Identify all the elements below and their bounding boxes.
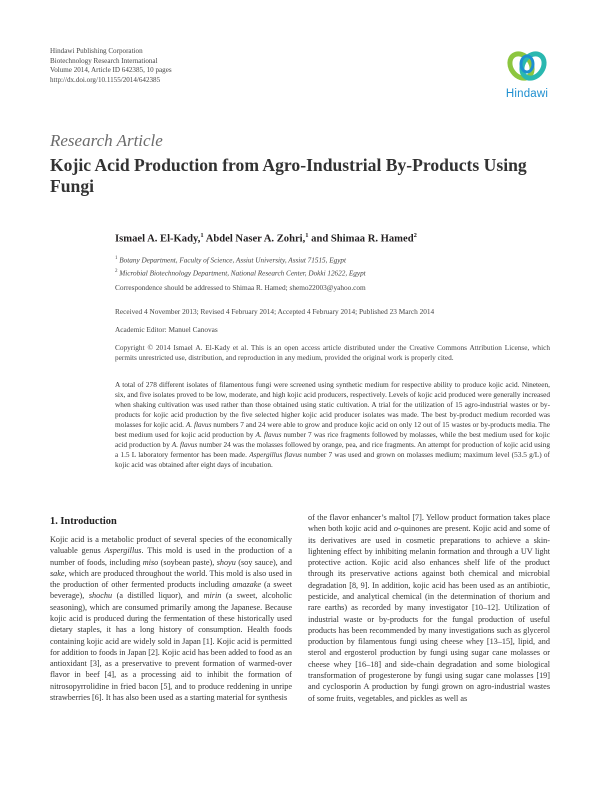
text-run: (soy sauce), and	[235, 557, 292, 567]
text-run: Kojic acid is a metabolic product of several species of the economically valuable genus	[50, 535, 292, 556]
italic-text-run: amazake	[232, 580, 261, 590]
publisher-info	[50, 47, 172, 85]
italic-text-run: A. flavus	[185, 420, 212, 430]
text-run: of the flavor enhancer’s maltol [7]. Yellow product formation takes place when both kojic acid and	[308, 513, 550, 534]
italic-text-run: A. flavus	[255, 430, 282, 440]
logo-wordmark: Hindawi	[505, 88, 549, 100]
affiliation-text: Botany Department, Faculty of Science, Assiut University, Assiut 71515, Egypt	[119, 256, 346, 265]
volume-info: Volume 2014, Article ID 642385, 10 pages	[50, 66, 172, 75]
text-run: . This mold is used in the production of a number of foods, including	[50, 546, 292, 567]
affiliation	[115, 266, 366, 279]
affiliation	[115, 253, 366, 266]
italic-text-run: sake	[50, 568, 65, 578]
author-affiliation-mark: 1	[305, 232, 309, 239]
publisher-line: Hindawi Publishing Corporation	[50, 47, 143, 55]
affiliation-mark: 2	[115, 269, 118, 275]
text-run: (a sweet, alcoholic seasoning), which are consumed primarily among the Japanese. Because kojic acid is produced during the fermentation of these historically used dietary staples, it has a long history of consumption. Health foods containing kojic acid are widely sold in Japan [1]. Kojic acid is permitted for addition to foods in Japan [2]. Kojic acid has been added to food as an antioxidant [3], as a preservative to prevent formation of warmed-over flavor in beef [4], as a processing aid to inhibit the formation of nitrosopyrrolidine in fried bacon [5], and to produce reddening in unripe strawberries [6]. It has also been used as a starting material for synthesis	[50, 591, 292, 702]
italic-text-run: o	[393, 524, 398, 534]
body-paragraph	[50, 534, 292, 703]
body-column-left	[50, 534, 292, 703]
author-affiliation-mark: 2	[413, 232, 417, 239]
author-name: and Shimaa R. Hamed	[311, 233, 414, 245]
article-type: Research Article	[50, 131, 163, 150]
text-run: number 7 was used and grown on molasses medium; maximum level (53.5 g/L) of kojic acid was obtained after eight days of incubation.	[115, 450, 550, 470]
body-paragraph	[308, 512, 550, 704]
author-name: Ismael A. El-Kady,	[115, 233, 201, 245]
text-run: number 24 was the molasses followed by orange, pea, and rice fragments. An attempt for production of kojic acid using a 1.5 L laboratory fermentor has been made.	[115, 440, 550, 460]
doi-link[interactable]: http://dx.doi.org/10.1155/2014/642385	[50, 75, 161, 84]
abstract	[115, 380, 550, 470]
body-column-right	[308, 512, 550, 704]
text-run: number 7 was rice fragments followed by molasses, while the best medium used for kojic acid production by	[115, 430, 551, 450]
author-affiliation-mark: 1	[200, 232, 204, 239]
text-run: A total of 278 different isolates of filamentous fungi were screened using synthetic medium for respective ability to produce kojic acid. Nineteen, six, and five isolates proved to be low, moderate, and high kojic acid producers, respectively. Levels of kojic acid produced were generally increased when shaking cultivation was used rather than those obtained using static cultivation. A trial for the utilization of 15 agro-industrial wastes or by-products for kojic acid production by the five selected higher kojic acid producer isolates was made. The best by-product medium recorded was molasses for kojic acid.	[115, 380, 550, 430]
copyright-notice: Copyright © 2014 Ismael A. El-Kady et al. This is an open access article distributed under the Creative Commons Attribution License, which permits unrestricted use, distribution, and reproduction in any medium, provided the original work is properly cited.	[115, 343, 550, 362]
journal-name: Biotechnology Research International	[50, 56, 158, 65]
text-run: -quinones are present. Kojic acid and some of its derivatives are used in cosmetic preparations to achieve a skin-lightening effect by inhibiting melanin formation and through a UV light protective action. Kojic acid also enhances shelf life of the product through its preservative actions against both chemical and microbial degradation [8, 9]. In addition, kojic acid has been used as an antibiotic, pesticide, and analytical chemical (in the determination of thorium and rare earths) as recorded by many investigator [10–12]. Utilization of industrial waste or by-products for the fungal production of useful products has been recommended by many investigations such as glycerol production by filamentous fungi using cheese whey [13–15], lipid, and sterol and ergosterol production by fungi using sugar cane molasses or cheese whey [16–18] and side-chain degradation and some biological transformation of progesterone by fungi using sugar cane molasses [19] and cyclosporin A production by fungi grown on agro-industrial wastes of some fruits, vegetables, and pickles as well as	[308, 524, 550, 703]
academic-editor: Academic Editor: Manuel Canovas	[115, 325, 218, 334]
italic-text-run: Aspergillus flavus	[249, 450, 302, 460]
text-run: (soybean paste),	[158, 557, 217, 567]
text-run: (a distilled liquor), and	[112, 591, 204, 601]
affiliations	[115, 253, 366, 280]
publication-dates: Received 4 November 2013; Revised 4 February 2014; Accepted 4 February 2014; Published 23 March 2014	[115, 307, 435, 316]
italic-text-run: mirin	[203, 591, 222, 601]
paper-title: Kojic Acid Production from Agro-Industrial By-Products Using Fungi	[50, 155, 527, 196]
section-heading: 1. Introduction	[50, 516, 117, 527]
hindawi-logo	[495, 48, 559, 110]
hindawi-logo-icon	[507, 48, 547, 84]
text-run: (a sweet beverage),	[50, 580, 292, 601]
italic-text-run: shoyu	[216, 557, 236, 567]
affiliation-text: Microbial Biotechnology Department, National Research Center, Dokki 12622, Egypt	[119, 269, 366, 278]
author-list	[115, 232, 417, 245]
italic-text-run: A. flavus	[171, 440, 198, 450]
correspondence: Correspondence should be addressed to Shimaa R. Hamed; shemo22003@yahoo.com	[115, 283, 366, 292]
affiliation-mark: 1	[115, 256, 118, 261]
italic-text-run: shochu	[88, 591, 113, 601]
italic-text-run: miso	[142, 557, 159, 567]
text-run: , which are produced throughout the world. This mold is also used in the production of other fermented products including	[50, 568, 292, 590]
author-name: Abdel Naser A. Zohri,	[205, 233, 306, 245]
italic-text-run: Aspergillus	[104, 546, 142, 556]
text-run: numbers 7 and 24 were able to grow and produce kojic acid on only 12 out of 15 wastes or by-products media. The best medium used for kojic acid production by	[115, 420, 550, 440]
